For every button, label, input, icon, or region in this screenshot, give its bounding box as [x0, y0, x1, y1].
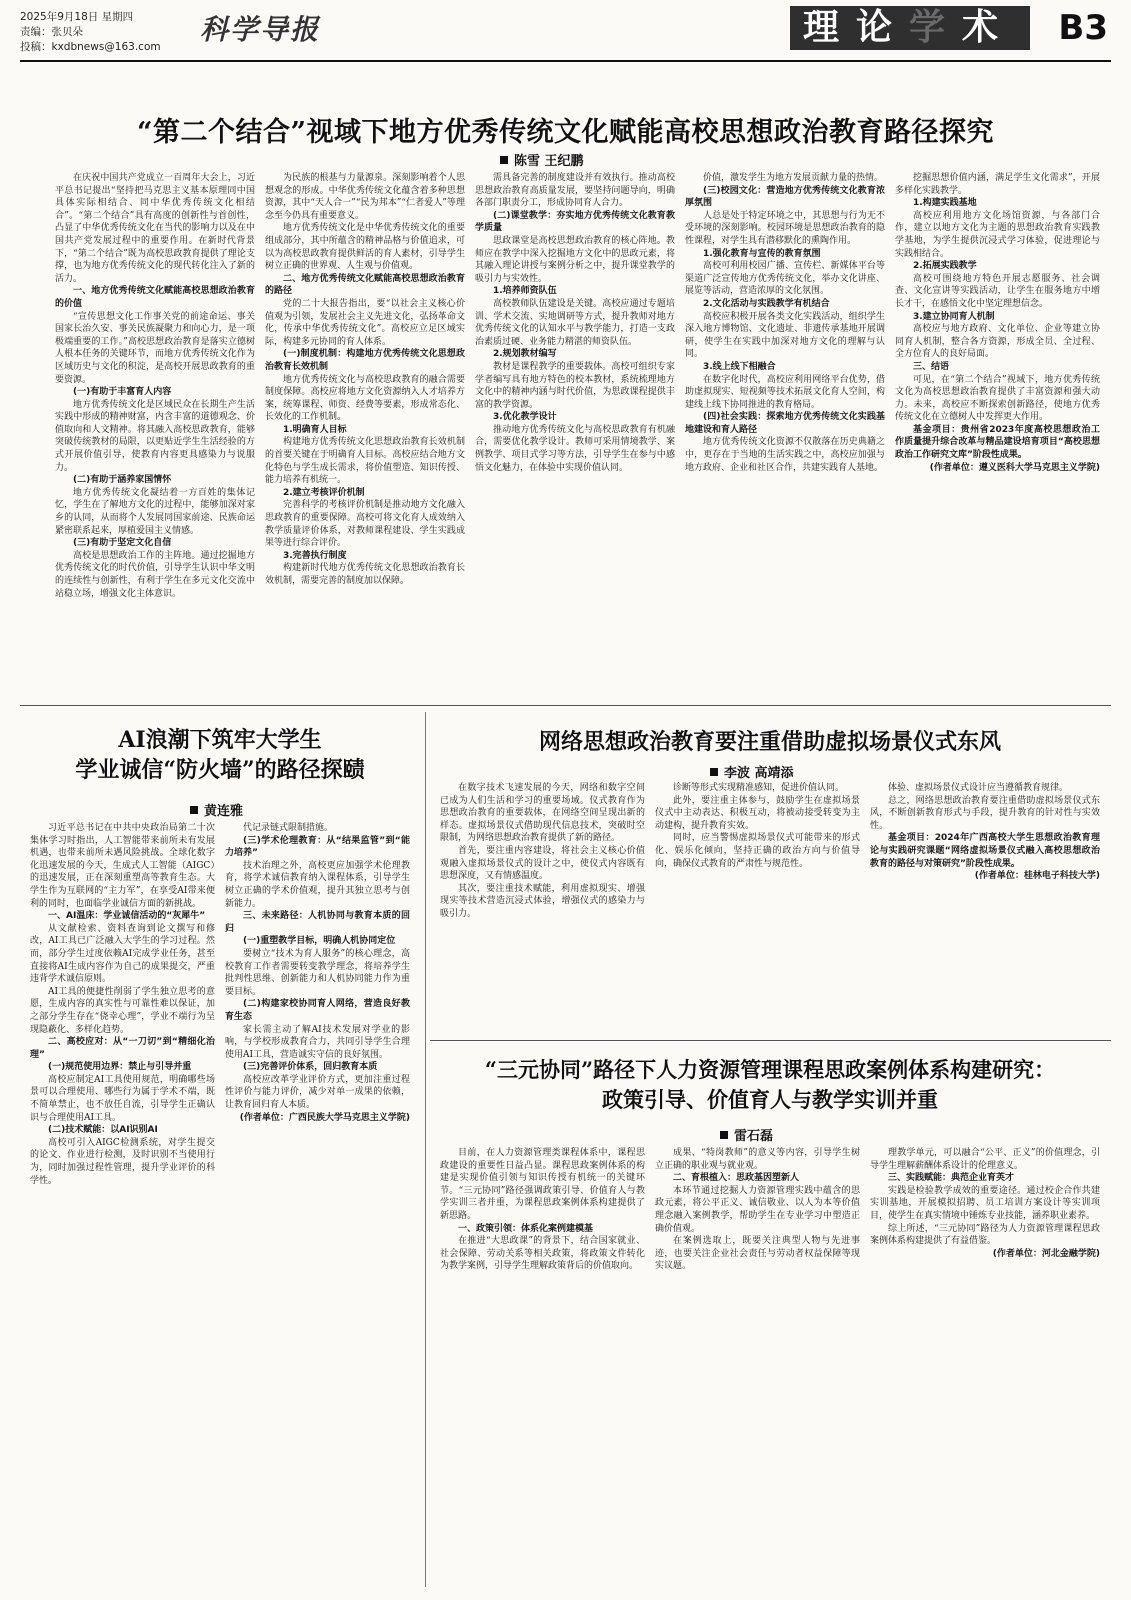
section-subheading: 2.文化活动与实践教学有机结合 [703, 298, 830, 309]
body-paragraph: 总之，网络思想政治教育要注重借助虚拟场景仪式东风，不断创新教育形式与手段，提升教育的针对性与实效性。 [870, 795, 1100, 831]
body-paragraph: 高校应改革学业评价方式，更加注重过程性评价与能力评价，减少对单一成果的依赖，让教育回归育人本质。 [225, 1074, 410, 1111]
article2-column-1 [30, 822, 215, 1587]
byline-square-icon [710, 768, 718, 776]
body-paragraph: 本环节通过挖掘人力资源管理实践中蕴含的思政元素，将公平正义、诚信敬业、以人为本等价值理念融入案例教学，帮助学生在专业学习中塑造正确价值观。 [655, 1185, 860, 1234]
fund-note: 基金项目：2024年广西高校大学生思想政治教育理论与实践研究课题“网络虚拟场景仪式融入高校思想政治教育的路径与对策研究”阶段性成果。 [870, 833, 1100, 869]
body-paragraph: 完善科学的考核评价机制是推动地方文化融入思政教育的重要保障。高校可将文化育人成效纳入教学质量评价体系，对教师课程建设、学生实践成果等进行综合评价。 [265, 500, 465, 549]
body-paragraph: 成果、“特岗教师”的意义等内容，引导学生树立正确的职业观与就业观。 [655, 1148, 860, 1171]
body-paragraph: 需具备完善的制度建设并有效执行。推动高校思想政治教育高质量发展，要坚持问题导向，明确各部门职责分工，形成协同育人合力。 [475, 173, 675, 209]
article4-title-line2: 政策引导、价值育人与教学实训并重 [602, 1087, 938, 1112]
body-paragraph: 挖掘思想价值内涵，满足学生文化需求”，开展多样化实践教学。 [895, 173, 1100, 196]
section-char-1: 理 [802, 7, 839, 48]
body-paragraph: 思政课堂是高校思想政治教育的核心阵地。教师应在教学中深入挖掘地方文化中的思政元素，将其融入理论讲授与案例分析之中，提升课堂教学的吸引力与实效性。 [475, 235, 675, 284]
article1-title: “第二个结合”视域下地方优秀传统文化赋能高校思想政治教育路径探究 [136, 117, 995, 148]
section-subheading: (三)校园文化：营造地方优秀传统文化教育浓厚氛围 [685, 185, 885, 209]
section-subheading: 3.优化教学设计 [493, 412, 557, 423]
body-paragraph: 家长需主动了解AI技术发展对学业的影响，与学校形成教育合力，共同引导学生合理使用AI工具，营造诚实守信的良好氛围。 [225, 1024, 410, 1060]
article3-column-1 [440, 782, 645, 1032]
body-paragraph: “宣传思想文化工作事关党的前途命运、事关国家长治久安、事关民族凝聚力和向心力，是一项极端重要的工作。”高校思想政治教育是落实立德树人根本任务的关键环节，而地方优秀传统文化作为区域历史与文化的积淀，是高校开展思政教育的重要资源。 [55, 311, 255, 385]
section-subheading: 2.拓展实践教学 [913, 261, 977, 272]
section-subheading: 1.培养师资队伍 [493, 286, 557, 297]
section-char-2: 论 [855, 7, 892, 48]
body-paragraph: 高校应制定AI工具使用规范，明确哪些场景可以合理使用、哪些行为属于学术不端，既不简单禁止，也不放任自流，引导学生正确认识与合理使用AI工具。 [30, 1074, 215, 1123]
body-paragraph: 首先，要注重内容建设，将社会主义核心价值观融入虚拟场景仪式的设计之中，使仪式内容既有思想深度，又有情感温度。 [440, 845, 645, 882]
article4-title [430, 1055, 1110, 1115]
body-paragraph: 高校是思想政治工作的主阵地。通过挖掘地方优秀传统文化的时代价值，引导学生认识中华文明的连续性与创新性，有利于学生在多元文化交流中站稳立场，增强文化主体意识。 [55, 550, 255, 599]
article2-byline: 黄连雅 [190, 800, 243, 819]
author-affiliation: (作者单位：遵义医科大学马克思主义学院) [929, 462, 1100, 473]
article1-column-2 [265, 172, 465, 700]
section-subheading: (二)有助于涵养家国情怀 [73, 475, 172, 486]
email-line: 投稿：kxdbnews@163.com [20, 41, 161, 53]
body-paragraph: 构建新时代地方优秀传统文化思想政治教育长效机制，需要完善的制度加以保障。 [265, 563, 465, 586]
body-paragraph: 此外，要注重主体参与，鼓励学生在虚拟场景仪式中主动表达、积极互动，将被动接受转变为主动建构，提升教育实效。 [655, 795, 860, 831]
body-paragraph: 要树立“技术为育人服务”的核心理念，高校教育工作者需要转变教学理念，将培养学生批判性思维、创新能力和人机协同能力作为重要目标。 [225, 948, 410, 997]
section-subheading: (三)有助于坚定文化自信 [73, 538, 172, 549]
body-paragraph: 在数字技术飞速发展的今天，网络和数字空间已成为人们生活和学习的重要场域。仪式教育作为思想政治教育的重要载体，在网络空间呈现出新的样态。虚拟场景仪式借助现代信息技术，突破时空限制，为网络思想政治教育提供了新的路径。 [440, 783, 645, 844]
section-subheading: 3.完善执行制度 [283, 550, 347, 561]
body-paragraph: 高校教师队伍建设是关键。高校应通过专题培训、学术交流、实地调研等方式，提升教师对地方优秀传统文化的认知水平与教学能力，打造一支政治素质过硬、业务能力精湛的师资队伍。 [475, 298, 675, 347]
body-paragraph: 人总是处于特定环境之中，其思想与行为无不受环境的深刻影响。校园环境是思想政治教育的隐性课程，对学生具有潜移默化的熏陶作用。 [685, 210, 885, 246]
article3-column-3 [870, 782, 1100, 1032]
body-paragraph: 理教学单元，可以融合“公平、正义”的价值理念，引导学生理解薪酬体系设计的伦理意义。 [870, 1148, 1100, 1171]
issue-date: 2025年9月18日 星期四 [20, 11, 134, 23]
byline-square-icon [720, 1131, 728, 1139]
article2-title-line2: 学业诚信“防火墙”的路径探赜 [75, 757, 365, 783]
body-paragraph: 地方优秀传统文化是区域民众在长期生产生活实践中形成的精神财富，内含丰富的道德观念、价值取向和人文精神。将其融入高校思政教育，能够突破传统教材的局限，以更贴近学生生活经验的方式开展价值引导，使教育内容更具感染力与说服力。 [55, 399, 255, 473]
body-paragraph: 教材是课程教学的重要载体。高校可组织专家学者编写具有地方特色的校本教材，系统梳理地方文化中的精神内涵与时代价值，为思政课程提供丰富的教学资源。 [475, 361, 675, 410]
section-subheading: (二)技术赋能：以AI识别AI [48, 1125, 158, 1136]
page-number: B3 [1058, 8, 1108, 48]
article1-column-3 [475, 172, 675, 700]
body-paragraph: 价值，激发学生为地方发展贡献力量的热情。 [703, 173, 884, 183]
body-paragraph: 从文献检索、资料查询到论文撰写和修改，AI工具已广泛融入大学生的学习过程。然而，部分学生过度依赖AI完成学业任务，甚至直接将AI生成内容作为自己的成果提交，严重违背学术诚信原则。 [30, 923, 215, 985]
article3-column-2 [655, 782, 860, 1032]
section-subheading: 二、高校应对：从“一刀切”到“精细化治理” [30, 1037, 215, 1060]
body-paragraph: 综上所述，“三元协同”路径为人力资源管理课程思政案例体系构建提供了有益借鉴。 [870, 1223, 1100, 1247]
body-paragraph: 高校可引入AIGC检测系统，对学生提交的论文、作业进行检测，及时识别不当使用行为，同时加强过程性管理，提升学业评价的科学性。 [30, 1137, 215, 1186]
body-paragraph: 在数字化时代，高校应利用网络平台优势，借助虚拟现实、短视频等技术拓展文化育人空间，构建线上线下协同推进的教育格局。 [685, 374, 885, 410]
article2-column-2 [225, 822, 410, 1587]
masthead-meta [20, 10, 161, 55]
section-subheading: 三、实践赋能：典范企业育英才 [888, 1173, 1015, 1184]
section-banner [790, 6, 1108, 50]
section-subheading: 2.规划教材编写 [493, 349, 557, 360]
section-subheading: 一、政策引领：体系化案例建模基 [458, 1223, 594, 1234]
body-paragraph: 可见，在“第二个结合”视域下，地方优秀传统文化为高校思想政治教育提供了丰富资源和强大动力。未来，高校应不断探索创新路径，使地方优秀传统文化在立德树人中发挥更大作用。 [895, 374, 1100, 423]
section-subheading: (四)社会实践：探索地方优秀传统文化实践基地建设和育人路径 [685, 412, 885, 435]
section-char-3: 学 [908, 7, 945, 48]
article4-column-1 [440, 1147, 645, 1587]
body-paragraph: 体验、虚拟场景仪式设计应当遵循教育规律。 [888, 783, 1069, 793]
author-affiliation: (作者单位：广西民族大学马克思主义学院) [239, 1112, 410, 1123]
section-subheading: (三)完善评价体系，回归教育本质 [243, 1062, 378, 1073]
section-subheading: (一)制度机制：构建地方优秀传统文化思想政治教育长效机制 [265, 349, 465, 372]
body-paragraph: 在庆祝中国共产党成立一百周年大会上，习近平总书记提出“坚持把马克思主义基本原理同中国具体实际相结合、同中华优秀传统文化相结合”。“第二个结合”具有高度的创新性与首创性，凸显了中华优秀传统文化在当代的影响力以及在中国共产党发展过程中的重要作用。在新时代背景下，“第二个结合”既为高校思政教育提供了理论支撑，也为地方优秀传统文化的现代转化注入了新的活力。 [55, 173, 255, 284]
article4-column-3 [870, 1147, 1100, 1587]
body-paragraph: 习近平总书记在中共中央政治局第二十次集体学习时指出，人工智能带来前所未有发展机遇，也带来前所未遇风险挑战。全球化数字化迅速发展的今天，生成式人工智能（AIGC）的迅速发展，正在深刻重塑高等教育生态。大学生作为互联网的“主力军”，在享受AI带来便利的同时，也面临学业诚信方面的新挑战。 [30, 823, 215, 909]
section-subheading: 2.建立考核评价机制 [283, 487, 365, 498]
article1-byline: 陈雪 王纪鹏 [500, 150, 584, 169]
section-subheading: 3.线上线下相融合 [703, 361, 776, 372]
section-divider [20, 705, 1111, 706]
article1-column-4 [685, 172, 885, 700]
body-paragraph: AI工具的便捷性削弱了学生独立思考的意愿，生成内容的真实性与可靠性难以保证，加之部分学生存在“侥幸心理”，学业不端行为呈现隐蔽化、多样化趋势。 [30, 986, 215, 1035]
section-subheading: (三)学术伦理教育：从“结果监管”到“能力培养” [225, 835, 410, 859]
article2-title [20, 725, 420, 785]
author-affiliation: (作者单位：桂林电子科技大学) [974, 871, 1100, 882]
body-paragraph: 为民族的根基与力量源泉。深刻影响着个人思想观念的形成。中华优秀传统文化蕴含着多种思想资源，其中“天人合一”“民为邦本”“仁者爱人”等理念至今仍具有重要意义。 [265, 173, 465, 221]
section-subheading: 一、AI温床：学业诚信活动的“灰犀牛” [48, 911, 206, 922]
section-subheading: 三、结语 [913, 361, 950, 372]
body-paragraph: 在推进“大思政课”的背景下，结合国家就业、社会保障、劳动关系等相关政策，将政策文件转化为教学案例，引导学生理解政策背后的价值取向。 [440, 1236, 645, 1272]
body-paragraph: 高校可围绕地方特色开展志愿服务、社会调查、文化宣讲等实践活动，让学生在服务地方中增长才干，在感悟文化中坚定理想信念。 [895, 273, 1100, 309]
section-divider [430, 1040, 1111, 1041]
section-subheading: (二)构建家校协同育人网络，营造良好教育生态 [225, 999, 410, 1022]
body-paragraph: 在案例选取上，既要关注典型人物与先进事迹，也要关注企业社会责任与劳动者权益保障等现实议题。 [655, 1236, 860, 1272]
body-paragraph: 诊断等形式实现精准感知，促进价值认同。 [673, 783, 845, 793]
section-subheading: (二)课堂教学：夯实地方优秀传统文化教育教学质量 [475, 210, 675, 234]
body-paragraph: 实践是检验教学成效的重要途径。通过校企合作共建实训基地，开展模拟招聘、员工培训方案设计等实训项目，使学生在真实情境中锤炼专业技能，涵养职业素养。 [870, 1185, 1100, 1221]
editor-line: 责编：张贝朵 [20, 26, 83, 38]
byline-square-icon [500, 156, 508, 164]
body-paragraph: 其次，要注重技术赋能，利用虚拟现实、增强现实等技术营造沉浸式体验，增强仪式的感染力与吸引力。 [440, 883, 645, 919]
body-paragraph: 技术治理之外，高校更应加强学术伦理教育，将学术诚信教育纳入课程体系，引导学生树立正确的学术价值观，提升其独立思考与创新能力。 [225, 860, 410, 909]
section-subheading: 二、育根植入：思政基因塑新人 [673, 1173, 800, 1184]
column-divider [425, 712, 426, 1587]
section-subheading: (一)有助于丰富育人内容 [73, 387, 172, 398]
body-paragraph: 高校应利用地方文化场馆资源，与各部门合作，建立以地方文化为主题的思想政治教育实践教学基地，为学生提供沉浸式学习体验，促进理论与实践相结合。 [895, 210, 1100, 259]
author-affiliation: (作者单位：河北金融学院) [992, 1248, 1100, 1259]
body-paragraph: 地方优秀传统文化是中华优秀传统文化的重要组成部分，其中所蕴含的精神品格与价值追求，可以为高校思政教育提供鲜活的育人素材，引导学生树立正确的世界观、人生观与价值观。 [265, 223, 465, 272]
body-paragraph: 地方优秀传统文化资源不仅散落在历史典籍之中，更存在于当地的生活实践之中，高校应加强与地方政府、企业和社区合作，共建实践育人基地。 [685, 437, 885, 473]
body-paragraph: 同时，应当警惕虚拟场景仪式可能带来的形式化、娱乐化倾向，坚持正确的政治方向与价值导向，确保仪式教育的严肃性与规范性。 [655, 833, 860, 869]
section-subheading: (一)重塑教学目标，明确人机协同定位 [243, 936, 396, 947]
byline-square-icon [190, 806, 198, 814]
body-paragraph: 党的二十大报告指出，要“以社会主义核心价值观为引领，发展社会主义先进文化，弘扬革命文化，传承中华优秀传统文化”。高校应立足区域实际，构建多元协同的育人体系。 [265, 298, 465, 347]
section-subheading: 1.构建实践基地 [913, 198, 977, 209]
article4-byline: 雷石磊 [720, 1125, 773, 1144]
body-paragraph: 构建地方优秀传统文化思想政治教育长效机制的首要关键在于明确育人目标。高校应结合地方文化特色与学生成长需求，将价值塑造、知识传授、能力培养有机统一。 [265, 437, 465, 486]
section-subheading: 三、未来路径：人机协同与教育本质的回归 [225, 911, 410, 934]
section-subheading: 二、地方优秀传统文化赋能高校思想政治教育的路径 [265, 273, 465, 297]
article1-column-1 [55, 172, 255, 700]
article1-column-5 [895, 172, 1100, 700]
section-subheading: 1.强化教育与宣传的教育氛围 [703, 248, 821, 259]
masthead-rule [20, 60, 1111, 62]
section-subheading: 一、地方优秀传统文化赋能高校思想政治教育的价值 [55, 286, 255, 309]
body-paragraph: 高校应积极开展各类文化实践活动，组织学生深入地方博物馆、文化遗址、非遗传承基地开展调研，使学生在实践中加深对地方文化的理解与认同。 [685, 311, 885, 360]
article2-title-line1: AI浪潮下筑牢大学生 [118, 727, 322, 753]
article4-column-2 [655, 1147, 860, 1587]
body-paragraph: 目前，在人力资源管理类课程体系中，课程思政建设的重要性日益凸显。课程思政案例体系的构建是实现价值引领与知识传授有机统一的关键环节。“三元协同”路径强调政策引导、价值育人与教学实训三者并重，为课程思政案例体系构建提供了新思路。 [440, 1148, 645, 1221]
body-paragraph: 代记录链式限制措施。 [243, 823, 334, 833]
newspaper-logo: 科学导报 [200, 13, 321, 46]
article3-byline: 李波 高靖添 [710, 762, 794, 781]
body-paragraph: 地方优秀传统文化凝结着一方百姓的集体记忆，学生在了解地方文化的过程中，能够加深对家乡的认同，从而将个人发展同国家前途、民族命运紧密联系起来，厚植爱国主义情感。 [55, 487, 255, 536]
body-paragraph: 高校应与地方政府、文化单位、企业等建立协同育人机制，整合各方资源，形成全员、全过程、全方位育人的良好局面。 [895, 324, 1100, 360]
section-subheading: 3.建立协同育人机制 [913, 311, 995, 322]
fund-note: 基金项目：贵州省2023年度高校思想政治工作质量提升综合改革与精品建设培育项目“高校思想政治工作研究文库”阶段性成果。 [895, 424, 1100, 461]
body-paragraph: 推动地方优秀传统文化与高校思政教育有机融合，需要优化教学设计。教师可采用情境教学、案例教学、项目式学习等方法，引导学生在参与中感悟文化魅力，在体验中实现价值认同。 [475, 424, 675, 473]
article3-title: 网络思想政治教育要注重借助虚拟场景仪式东风 [538, 729, 1001, 755]
body-paragraph: 高校可利用校园广播、宣传栏、新媒体平台等渠道广泛宣传地方优秀传统文化，举办文化讲座、展览等活动，营造浓厚的文化氛围。 [685, 261, 885, 297]
body-paragraph: 地方优秀传统文化与高校思政教育的融合需要制度保障。高校应将地方文化资源纳入人才培养方案，统筹课程、师资、经费等要素，形成常态化、长效化的工作机制。 [265, 374, 465, 423]
section-subheading: 1.明确育人目标 [283, 424, 347, 435]
section-subheading: (一)规范使用边界：禁止与引导并重 [48, 1062, 192, 1073]
section-char-4: 术 [961, 7, 998, 48]
article4-title-line1: “三元协同”路径下人力资源管理课程思政案例体系构建研究： [484, 1057, 1056, 1082]
